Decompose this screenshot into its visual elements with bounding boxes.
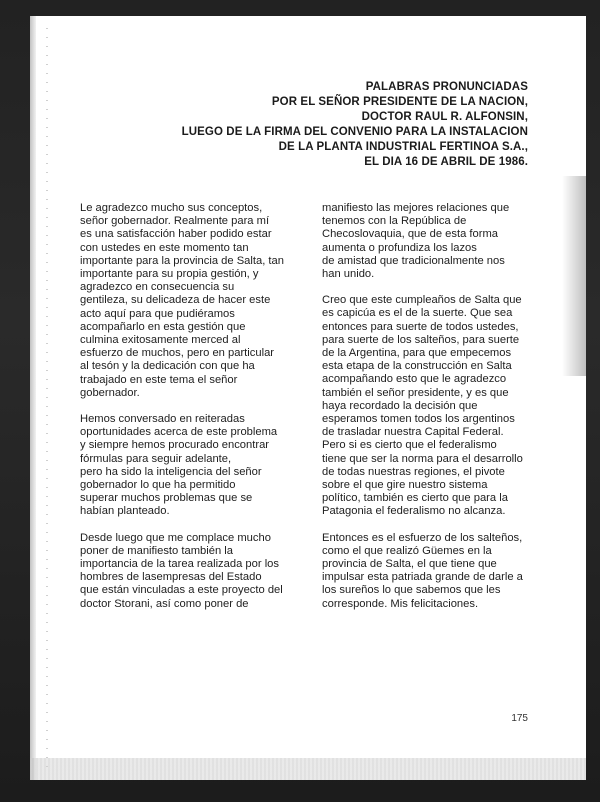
text-line: Entonces es el esfuerzo de los salteños,	[322, 531, 523, 544]
text-line: hombres de lasempresas del Estado	[80, 571, 262, 584]
left-text-column	[80, 202, 298, 624]
text-line: aumenta o profundiza los lazos	[322, 241, 477, 254]
text-line: como el que realizó Güemes en la	[322, 544, 492, 557]
text-line: esperamos tomen todos los argentinos	[322, 413, 515, 426]
text-line: pero ha sido la inteligencia del señor	[80, 465, 262, 478]
text-line: para suerte de los salteños, para suerte	[322, 333, 520, 346]
text-line: esfuerzo de muchos, pero en particular	[80, 347, 275, 360]
text-line: Pero si es cierto que el federalismo	[322, 439, 497, 452]
text-line: han unido.	[322, 268, 375, 281]
right-text-column	[322, 202, 546, 624]
paragraph	[80, 532, 298, 611]
text-line: los sureños lo que sabemos que les	[322, 584, 501, 597]
speech-heading	[108, 80, 528, 170]
text-line: haya recordado la decisión que	[322, 399, 478, 412]
text-line: tiene que ser la norma para el desarrollo	[322, 452, 523, 465]
text-line: trabajado en este tema el señor	[80, 373, 238, 386]
text-line: fórmulas para seguir adelante,	[80, 452, 232, 465]
text-line: acto aquí para que pudiéramos	[80, 307, 235, 320]
text-line: corresponde. Mis felicitaciones.	[322, 597, 479, 610]
text-line: señor gobernador. Realmente para mí	[80, 215, 270, 228]
heading-line: DE LA PLANTA INDUSTRIAL FERTINOA S.A.,	[278, 141, 528, 153]
text-line: provincia de Salta, el que tiene que	[322, 558, 497, 571]
text-line: gobernador.	[80, 386, 140, 399]
paragraph	[322, 202, 546, 281]
paragraph	[322, 532, 546, 611]
text-line: político, también es cierto que para la	[322, 492, 508, 505]
heading-line: POR EL SEÑOR PRESIDENTE DE LA NACION,	[271, 96, 528, 108]
text-line: Patagonia el federalismo no alcanza.	[322, 505, 506, 518]
text-line: Checoslovaquia, que de esta forma	[322, 228, 499, 241]
text-line: Hemos conversado en reiteradas	[80, 413, 245, 426]
text-line: que están vinculadas a este proyecto del	[80, 584, 283, 597]
text-line: Desde luego que me complace mucho	[80, 531, 271, 544]
text-line: esta etapa de la construcción en Salta	[322, 360, 512, 373]
heading-line: LUEGO DE LA FIRMA DEL CONVENIO PARA LA INSTALACION	[181, 126, 528, 138]
text-line: gobernador lo que ha permitido	[80, 479, 236, 492]
text-line: Le agradezco mucho sus conceptos,	[80, 202, 263, 214]
text-line: manifiesto las mejores relaciones que	[322, 202, 510, 214]
page-edge-shadow	[562, 176, 586, 376]
text-line: es capicúa es el de la suerte. Que sea	[322, 307, 513, 320]
paragraph	[322, 294, 546, 518]
heading-line: EL DIA 16 DE ABRIL DE 1986.	[364, 156, 528, 168]
paragraph	[80, 202, 298, 400]
text-line: culmina exitosamente merced al	[80, 334, 241, 347]
text-line: poner de manifiesto también la	[80, 544, 233, 557]
text-line: con ustedes en este momento tan	[80, 241, 249, 254]
text-line: acompañarlo en esta gestión que	[80, 320, 246, 333]
document-page	[30, 16, 586, 780]
text-line: Creo que este cumpleaños de Salta que	[322, 294, 522, 307]
text-line: y siempre hemos procurado encontrar	[80, 439, 270, 452]
heading-line: PALABRAS PRONUNCIADAS	[365, 81, 528, 93]
text-line: superar muchos problemas que se	[80, 492, 253, 505]
text-line: tenemos con la República de	[322, 215, 467, 228]
text-line: de amistad que tradicionalmente nos	[322, 254, 505, 267]
binding-margin-marks	[46, 28, 48, 768]
text-line: impulsar esta patriada grande de darle a	[322, 571, 523, 584]
text-line: es una satisfacción haber podido estar	[80, 228, 272, 241]
text-line: gentileza, su delicadeza de hacer este	[80, 294, 271, 307]
text-line: oportunidades acerca de este problema	[80, 426, 278, 439]
text-line: doctor Storani, así como poner de	[80, 597, 249, 610]
text-line: agradezco en consecuencia su	[80, 281, 235, 294]
text-line: importancia de la tarea realizada por los	[80, 558, 279, 571]
scan-noise-strip	[30, 758, 586, 780]
text-line: entonces para suerte de todos ustedes,	[322, 320, 519, 333]
text-line: acompañando esto que le agradezco	[322, 373, 507, 386]
text-line: de todas nuestras regiones, el pivote	[322, 465, 505, 478]
text-line: de trasladar nuestra Capital Federal.	[322, 426, 504, 439]
text-line: habían planteado.	[80, 505, 170, 518]
text-line: importante para su propia gestión, y	[80, 268, 259, 281]
heading-line: DOCTOR RAUL R. ALFONSIN,	[361, 111, 528, 123]
text-line: sobre el que gire nuestro sistema	[322, 479, 488, 492]
text-line: importante para la provincia de Salta, tan	[80, 254, 284, 267]
page-number: 175	[511, 713, 528, 724]
text-line: también el señor presidente, y es que	[322, 386, 509, 399]
text-line: de la Argentina, para que empecemos	[322, 347, 512, 360]
paragraph	[80, 413, 298, 519]
text-line: al tesón y la dedicación con que ha	[80, 360, 255, 373]
